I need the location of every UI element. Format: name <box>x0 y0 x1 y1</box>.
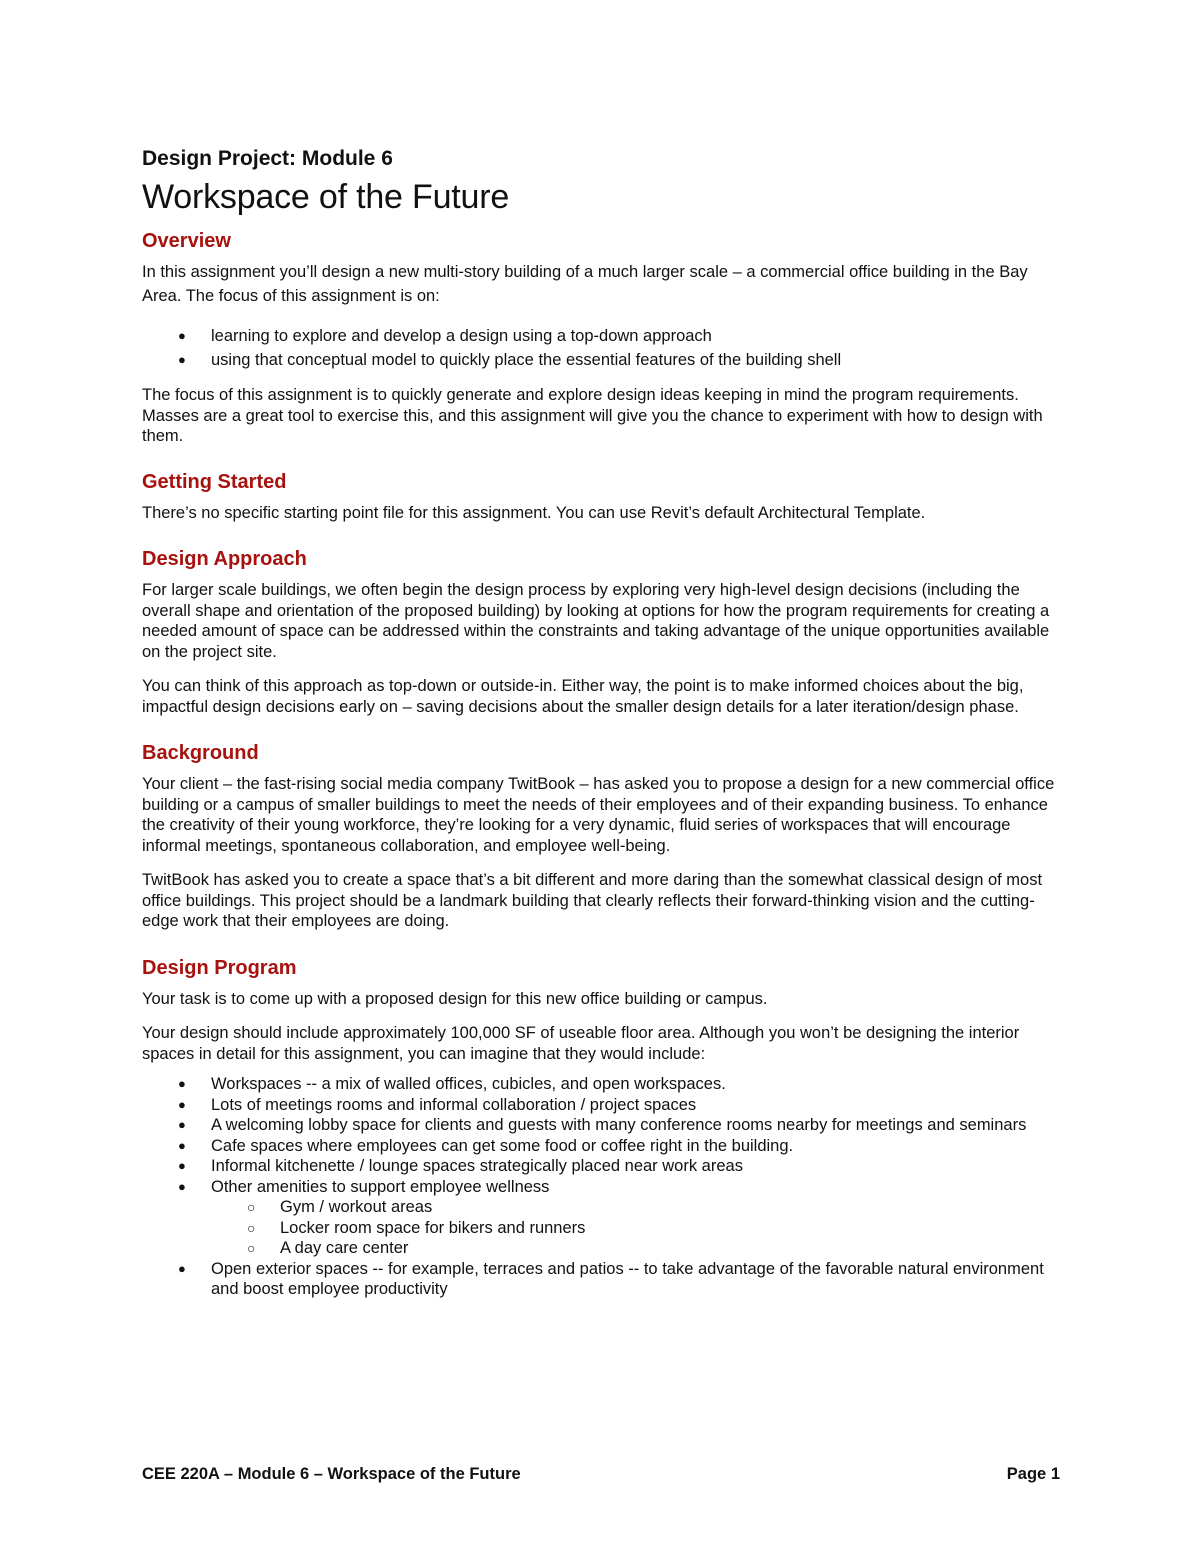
overview-intro: In this assignment you’ll design a new multi-story building of a much larger scale – a commercial office building in the Bay Area. The focus of this assignment is on: <box>142 263 1028 305</box>
design-program-bullet-list <box>142 1074 1062 1300</box>
footer-title: CEE 220A – Module 6 – Workspace of the Future <box>142 1465 521 1483</box>
sub-bullet-icon: ○ <box>247 1199 256 1215</box>
overview-closing: The focus of this assignment is to quickly generate and explore design ideas keeping in mind the program requirements. Masses are a great tool to exercise this, and this assignment will give you the chance to experiment with how to design with them. <box>142 386 1043 445</box>
design-approach-paragraph-1: For larger scale buildings, we often begin the design process by exploring very high-level design decisions (including the overall shape and orientation of the proposed building) by looking at options for how the program requirements for creating a needed amount of space can be addressed within the constraints and taking advantage of the unique opportunities available on the project site. <box>142 581 1050 661</box>
bullet-icon: ● <box>178 1096 186 1112</box>
sub-bullet-icon: ○ <box>247 1240 256 1256</box>
amenities-sub-list <box>211 1197 1062 1259</box>
list-item: ● learning to explore and develop a design using a top-down approach <box>178 327 712 345</box>
background-paragraph-2: TwitBook has asked you to create a space that’s a bit different and more daring than the somewhat classical design of most office buildings. This project should be a landmark building that clearly reflects their forward-thinking vision and the cutting-edge work that their employees are doing. <box>142 871 1043 930</box>
overview-bullet-list <box>142 326 1062 370</box>
document-page <box>142 146 1062 1300</box>
bullet-icon: ● <box>178 1076 186 1091</box>
page-number: Page 1 <box>1006 1465 1060 1483</box>
sub-bullet-icon: ○ <box>247 1219 256 1236</box>
list-item: ● A welcoming lobby space for clients and guests with many conference rooms nearby for meetings and seminars <box>178 1116 1027 1134</box>
overview-heading: Overview <box>142 230 231 252</box>
list-item: ● Open exterior spaces -- for example, terraces and patios -- to take advantage of the favorable natural environment and boost employee productivity <box>178 1259 1044 1298</box>
list-item: ● Workspaces -- a mix of walled offices, cubicles, and open workspaces. <box>178 1075 726 1093</box>
design-approach-paragraph-2: You can think of this approach as top-down or outside-in. Either way, the point is to make informed choices about the big, impactful design decisions early on – saving decisions about the smaller design details for a later iteration/design phase. <box>142 677 1024 716</box>
getting-started-heading: Getting Started <box>142 470 287 493</box>
bullet-icon: ● <box>178 1178 186 1194</box>
list-item: ○ A day care center <box>247 1239 409 1257</box>
bullet-icon: ● <box>178 1117 186 1132</box>
bullet-icon: ● <box>178 351 186 367</box>
list-item: ● Cafe spaces where employees can get some food or coffee right in the building. <box>178 1136 794 1155</box>
bullet-icon: ● <box>178 1260 186 1276</box>
getting-started-text: There’s no specific starting point file for this assignment. You can use Revit’s default Architectural Template. <box>142 503 926 522</box>
bullet-icon: ● <box>178 1158 186 1173</box>
list-item: ● using that conceptual model to quickly place the essential features of the building shell <box>178 350 842 369</box>
list-item: ○ Gym / workout areas <box>247 1198 433 1216</box>
bullet-icon: ● <box>178 1137 186 1153</box>
document-kicker: Design Project: Module 6 <box>142 147 393 170</box>
design-program-paragraph-1: Your task is to come up with a proposed design for this new office building or campus. <box>142 989 768 1008</box>
background-heading: Background <box>142 742 259 764</box>
design-program-paragraph-2: Your design should include approximately 100,000 SF of useable floor area. Although you won’t be designing the interior spaces in detail for this assignment, you can imagine that they would include: <box>142 1024 1020 1063</box>
list-item: ● Informal kitchenette / lounge spaces strategically placed near work areas <box>178 1157 743 1175</box>
list-item: ● Lots of meetings rooms and informal collaboration / project spaces <box>178 1095 697 1114</box>
design-approach-heading: Design Approach <box>142 548 307 570</box>
background-paragraph-1: Your client – the fast-rising social media company TwitBook – has asked you to propose a design for a new commercial office building or a campus of smaller buildings to meet the needs of their employees and of their expanding business. To enhance the creativity of their young workforce, they’re looking for a very dynamic, fluid series of workspaces that will encourage informal meetings, spontaneous collaboration, and employee well-being. <box>142 775 1055 855</box>
list-item: ○ Locker room space for bikers and runners <box>247 1218 586 1237</box>
page-footer <box>142 1465 1060 1484</box>
bullet-icon: ● <box>178 328 186 343</box>
design-program-heading: Design Program <box>142 956 297 979</box>
document-title: Workspace of the Future <box>142 178 510 216</box>
list-item: ● Other amenities to support employee wellness ○ Gym / workout areas ○ Locker room space for bikers and runners ○ A day care center <box>142 1177 1062 1259</box>
